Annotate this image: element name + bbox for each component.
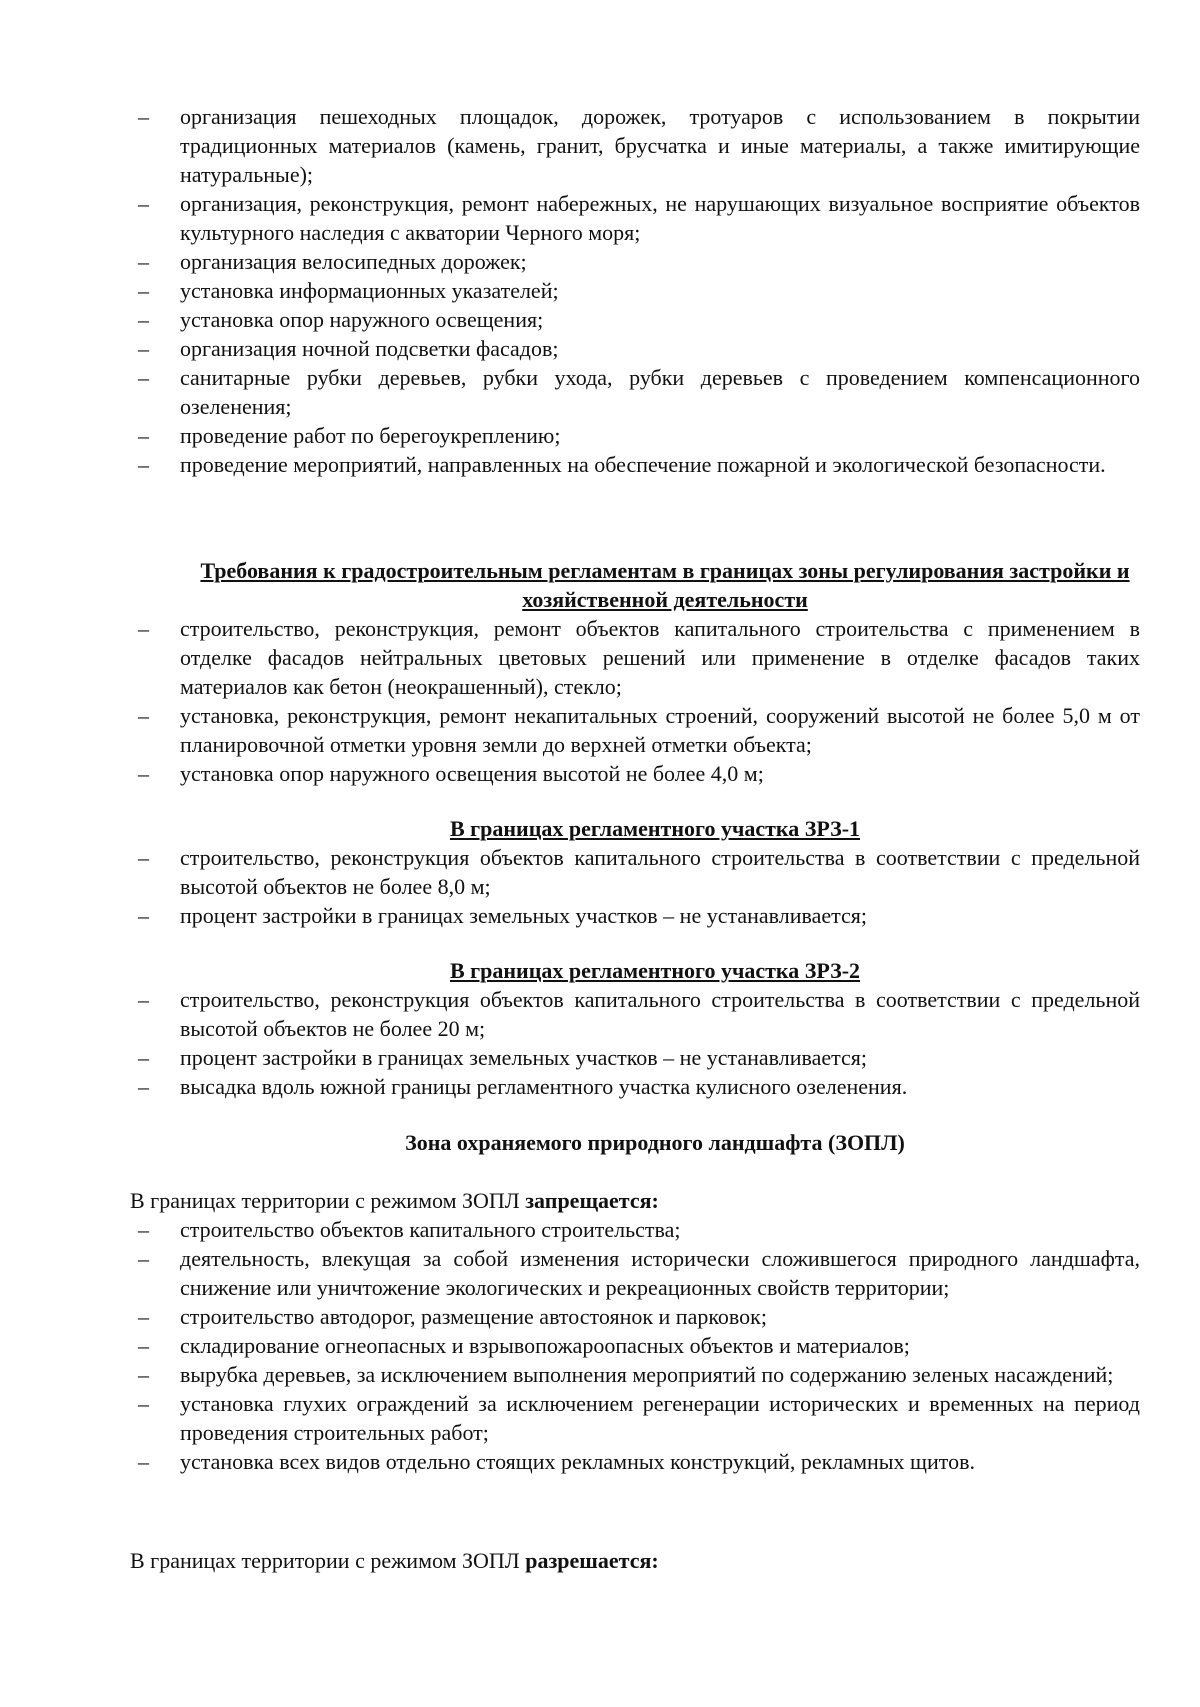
- list-item: – организация велосипедных дорожек;: [138, 249, 527, 274]
- list-item: – установка, реконструкция, ремонт некапитальных строений, сооружений высотой не более 5,0 м от планировочной отметки уровня земли до верхней отметки объекта;: [138, 703, 1140, 757]
- list-item: – проведение мероприятий, направленных на обеспечение пожарной и экологической безопасности.: [138, 452, 1106, 477]
- section-heading: В границах регламентного участка ЗРЗ-1: [449, 816, 861, 841]
- prohibited-intro: В границах территории с режимом ЗОПЛ запрещается:: [130, 1188, 659, 1213]
- list-item: – высадка вдоль южной границы регламентного участка кулисного озеленения.: [138, 1074, 908, 1099]
- section-zopl: [130, 1128, 1140, 1157]
- list-item: – установка всех видов отдельно стоящих рекламных конструкций, рекламных щитов.: [138, 1449, 975, 1474]
- list-item: – деятельность, влекущая за собой изменения исторически сложившегося природного ландшафта, снижение или уничтожение экологических и рекреационных свойств территории;: [138, 1246, 1140, 1300]
- section-zopl-prohibited: [130, 1186, 1140, 1476]
- section-heading: Зона охраняемого природного ландшафта (ЗОПЛ): [405, 1130, 905, 1155]
- list-item: – процент застройки в границах земельных участков – не устанавливается;: [138, 903, 868, 928]
- list-item: – организация ночной подсветки фасадов;: [138, 336, 559, 361]
- list-item: – санитарные рубки деревьев, рубки ухода, рубки деревьев с проведением компенсационного озеленения;: [138, 365, 1140, 419]
- list-item: – организация пешеходных площадок, дорожек, тротуаров с использованием в покрытии традиционных материалов (камень, гранит, брусчатка и иные материалы, а также имитирующие натуральные);: [138, 104, 1140, 187]
- list-item: – вырубка деревьев, за исключением выполнения мероприятий по содержанию зеленых насаждений;: [138, 1362, 1114, 1387]
- section-zopl-permitted: [130, 1546, 1140, 1575]
- list-item: – строительство, реконструкция объектов капитального строительства в соответствии с предельной высотой объектов не более 20 м;: [138, 987, 1140, 1041]
- list-item: – установка опор наружного освещения;: [138, 307, 544, 332]
- list-item: – складирование огнеопасных и взрывопожароопасных объектов и материалов;: [138, 1333, 910, 1358]
- list-item: – строительство объектов капитального строительства;: [138, 1217, 681, 1242]
- list-item: – установка информационных указателей;: [138, 278, 559, 303]
- list-item: – проведение работ по берегоукреплению;: [138, 423, 561, 448]
- list-item: – строительство, реконструкция, ремонт объектов капитального строительства с применением в отделке фасадов нейтральных цветовых решений или применение в отделке фасадов таких материалов как бетон (неокрашенный), стекло;: [138, 616, 1140, 699]
- permitted-intro: В границах территории с режимом ЗОПЛ разрешается:: [130, 1548, 659, 1573]
- section-heading: В границах регламентного участка ЗРЗ-2: [449, 958, 861, 983]
- list-item: – строительство автодорог, размещение автостоянок и парковок;: [138, 1304, 767, 1329]
- list-item: – процент застройки в границах земельных участков – не устанавливается;: [138, 1045, 868, 1070]
- section-regulation: [130, 556, 1140, 788]
- list-item: – установка глухих ограждений за исключением регенерации исторических и временных на период проведения строительных работ;: [138, 1391, 1140, 1445]
- list-activities: [130, 102, 1140, 479]
- section-zrz2: [130, 956, 1140, 1101]
- section-zrz1: [130, 814, 1140, 930]
- list-item: – организация, реконструкция, ремонт набережных, не нарушающих визуальное восприятие объектов культурного наследия с акватории Черного моря;: [138, 191, 1140, 245]
- list-item: – строительство, реконструкция объектов капитального строительства в соответствии с предельной высотой объектов не более 8,0 м;: [138, 845, 1140, 899]
- list-item: – установка опор наружного освещения высотой не более 4,0 м;: [138, 761, 764, 786]
- section-heading: Требования к градостроительным регламентам в границах зоны регулирования застройки и хозяйственной деятельности: [200, 558, 1130, 612]
